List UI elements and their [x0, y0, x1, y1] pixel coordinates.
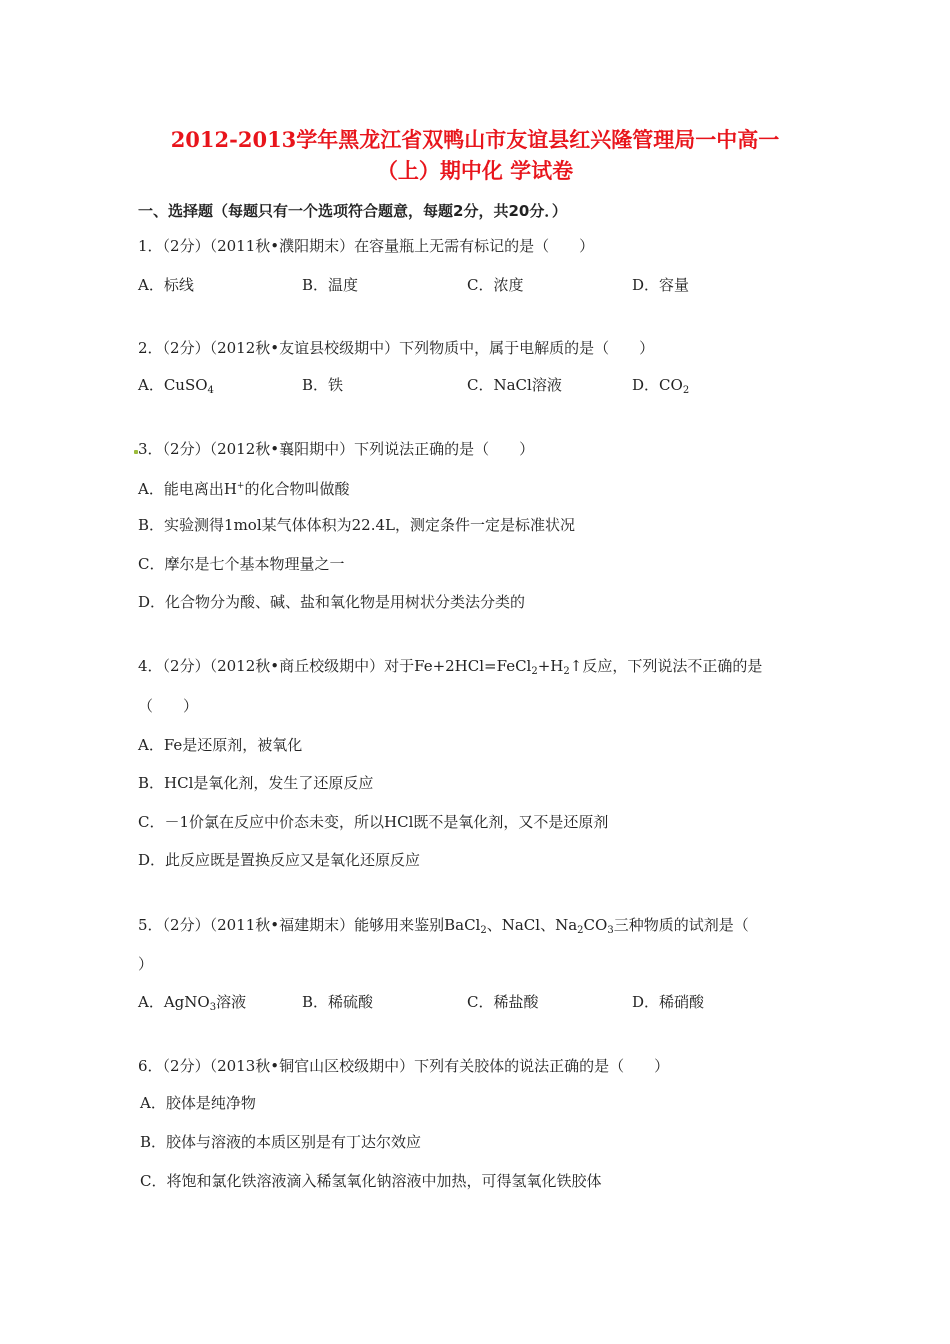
question-3-option-b: B．实验测得1mol某气体体积为22.4L，测定条件一定是标准状况	[138, 516, 575, 534]
question-4-option-b: B．HCl是氧化剂，发生了还原反应	[138, 774, 374, 792]
question-4-option-c: C．－1价氯在反应中价态未变，所以HCl既不是氧化剂，又不是还原剂	[138, 813, 609, 831]
question-1-option-d: D．容量	[632, 276, 690, 294]
section-heading: 一、选择题（每题只有一个选项符合题意，每题2分，共20分．）	[138, 202, 567, 220]
question-2-stem: 2．（2分）（2012秋•友谊县校级期中）下列物质中，属于电解质的是（ ）	[138, 339, 655, 357]
question-2-option-b: B．铁	[302, 376, 344, 394]
question-6-option-c: C．将饱和氯化铁溶液滴入稀氢氧化钠溶液中加热，可得氢氧化铁胶体	[140, 1172, 602, 1190]
question-5-stem: 5．（2分）（2011秋•福建期末）能够用来鉴别BaCl$_2$、NaCl、$Na_2CO_3$三种物质的试剂是（	[138, 916, 749, 936]
question-6-option-a: A．胶体是纯净物	[140, 1094, 256, 1112]
question-1-option-b: B．温度	[302, 276, 359, 294]
question-2-option-c: C．NaCl溶液	[467, 376, 562, 394]
question-4-option-a: A．Fe是还原剂，被氧化	[138, 736, 303, 754]
question-3-option-d: D．化合物分为酸、碱、盐和氧化物是用树状分类法分类的	[138, 593, 526, 611]
question-4-stem-continued: （ ）	[138, 697, 199, 715]
question-6-stem: 6．（2分）（2013秋•铜官山区校级期中）下列有关胶体的说法正确的是（ ）	[138, 1057, 670, 1075]
document-title-line1: 2012-2013学年黑龙江省双鸭山市友谊县红兴隆管理局一中高一	[170, 127, 780, 152]
question-2-option-d: D．$CO_2$	[632, 376, 690, 396]
question-2-option-a: A．CuSO$_4$	[138, 376, 214, 396]
question-3-stem: 3．（2分）（2012秋•襄阳期中）下列说法正确的是（ ）	[138, 440, 535, 458]
question-5-option-c: C．稀盐酸	[467, 993, 539, 1011]
question-5-option-b: B．稀硫酸	[302, 993, 374, 1011]
question-4-option-d: D．此反应既是置换反应又是氧化还原反应	[138, 851, 421, 869]
question-1-option-a: A．标线	[138, 276, 194, 294]
question-5-stem-continued: ）	[138, 955, 154, 973]
question-1-stem: 1．（2分）（2011秋•濮阳期末）在容量瓶上无需有标记的是（ ）	[138, 237, 595, 255]
question-4-stem: 4．（2分）（2012秋•商丘校级期中）对于$Fe+2HCl=FeCl_2+H_2↑$反应，下列说法不正确的是	[138, 657, 763, 677]
question-3-option-c: C．摩尔是七个基本物理量之一	[138, 555, 345, 573]
question-3-option-a: A．能电离出H+的化合物叫做酸	[138, 480, 350, 498]
question-6-option-b: B．胶体与溶液的本质区别是有丁达尔效应	[140, 1133, 422, 1151]
document-title-line2: （上）期中化 学试卷	[376, 158, 574, 183]
question-5-option-a: A．AgNO$_3$溶液	[138, 993, 247, 1013]
question-5-option-d: D．稀硝酸	[632, 993, 705, 1011]
question-1-option-c: C．浓度	[467, 276, 524, 294]
